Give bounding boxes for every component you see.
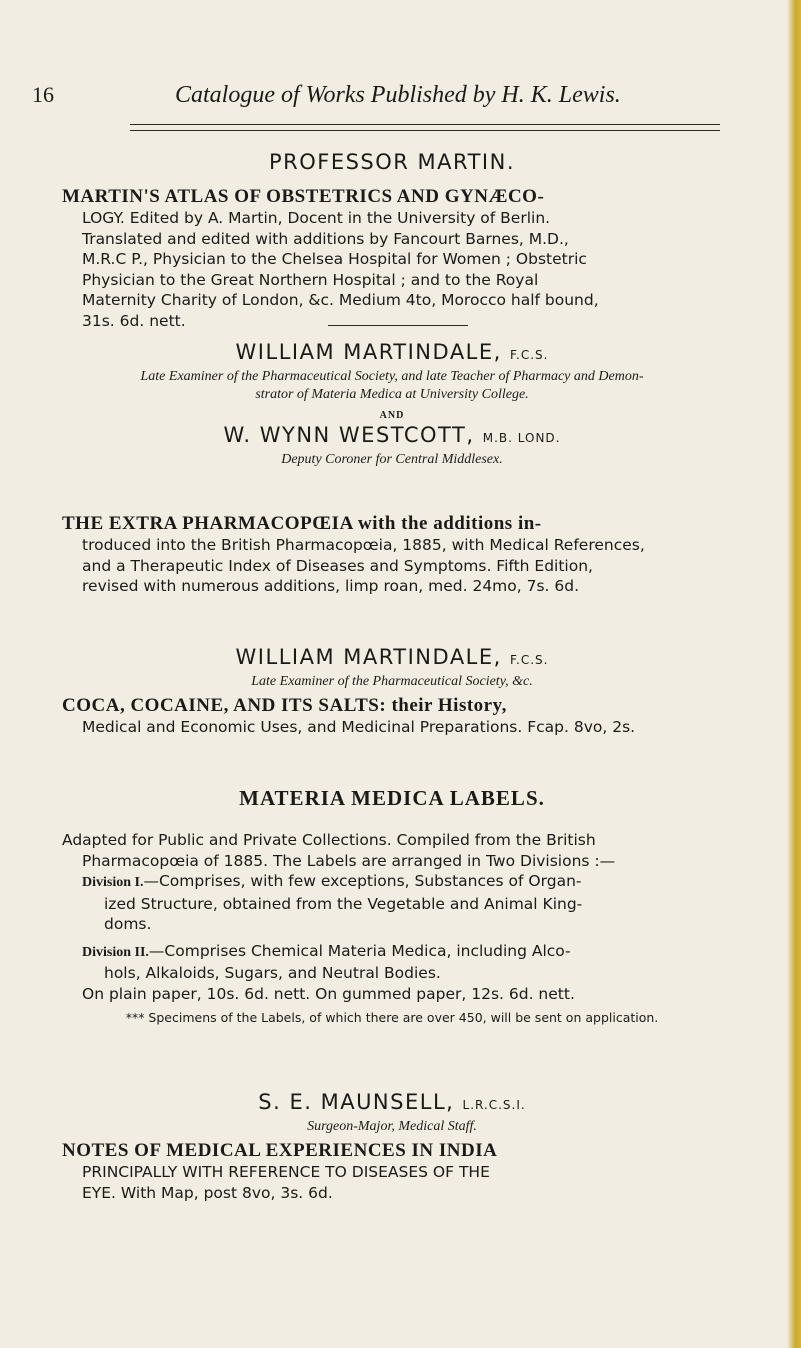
book-description [62,535,722,597]
text-line: ized Structure, obtained from the Vegetable and Animal King- [104,894,583,913]
text-line: LOGY. Edited by A. Martin, Docent in the University of Berlin. [82,209,551,227]
author-note: Surgeon-Major, Medical Staff. [307,1119,477,1134]
text-line: Medical and Economic Uses, and Medicinal Preparations. Fcap. 8vo, 2s. [82,718,636,736]
coauthor-note: Deputy Coroner for Central Middlesex. [281,452,503,467]
author-name [62,340,722,364]
labels-description [62,830,722,1004]
text-line: EYE. With Map, post 8vo, 3s. 6d. [82,1183,333,1202]
author-name: PROFESSOR MARTIN. [268,150,516,174]
book-description [62,208,722,331]
running-title: Catalogue of Works Published by H. K. Lewis. [175,82,621,108]
text-line: Maternity Charity of London, &c. Medium 4to, Morocco half bound, [82,291,599,309]
text-line: hols, Alkaloids, Sugars, and Neutral Bodies. [104,964,441,982]
author-name [62,645,722,669]
author-note: Late Examiner of the Pharmaceutical Society, &c. [251,674,533,689]
entry-coca [62,645,722,691]
text-line: doms. [104,915,152,933]
entry-coca-body [62,695,722,738]
book-title: COCA, COCAINE, AND ITS SALTS: their History, [62,695,507,716]
section-heading: MATERIA MEDICA LABELS. [239,786,545,810]
entry-extra-pharmacopoeia [62,340,722,469]
entry-materia-medica-body [62,830,722,1025]
author-name-text: WILLIAM MARTINDALE, [235,645,502,669]
text-line: Translated and edited with additions by Fancourt Barnes, M.D., [82,229,569,248]
entry-maunsell-body [62,1140,722,1203]
text-line: PRINCIPALLY WITH REFERENCE TO DISEASES OF THE [82,1163,490,1181]
text-line: and a Therapeutic Index of Diseases and Symptoms. Fifth Edition, [82,556,593,575]
division-one-label: Division I. [82,875,144,890]
entry-maunsell [62,1090,722,1136]
author-name-text: WILLIAM MARTINDALE, [235,340,502,364]
specimens-note: *** Specimens of the Labels, of which there are over 450, will be sent on application. [125,1010,659,1025]
entry-materia-medica [62,786,722,811]
entry-extra-pharmacopoeia-body [62,513,722,597]
text-line: Pharmacopœia of 1885. The Labels are arranged in Two Divisions :— [82,851,616,870]
author-name-text: S. E. MAUNSELL, [258,1090,455,1114]
note-line: Late Examiner of the Pharmaceutical Society, and late Teacher of Pharmacy and Demon- [140,369,644,384]
division-two [62,941,722,964]
text-line: revised with numerous additions, limp roan, med. 24mo, 7s. 6d. [82,577,580,595]
section-divider [328,325,468,326]
author-note [62,368,722,404]
text-line: Adapted for Public and Private Collections. Compiled from the British [62,831,596,849]
entry-martin-body [62,186,722,331]
coauthor-credentials: M.B. LOND. [482,431,561,445]
text-line: Physician to the Great Northern Hospital ; and to the Royal [82,270,539,289]
page-number: 16 [32,82,54,107]
coauthor-name [62,423,722,447]
author-name [62,1090,722,1114]
author-credentials: F.C.S. [510,653,549,667]
header-rule [130,124,720,131]
author-credentials: F.C.S. [510,348,549,362]
book-title: MARTIN'S ATLAS OF OBSTETRICS AND GYNÆCO- [62,186,545,207]
book-title: THE EXTRA PHARMACOPŒIA with the additions in- [62,513,542,534]
division-one [62,871,722,894]
page-edge [787,0,801,1348]
division-two-label: Division II. [82,944,149,960]
author-credentials: L.R.C.S.I. [462,1098,526,1112]
text-line: 31s. 6d. nett. [82,311,186,330]
and-word: AND [379,410,405,421]
entry-martin [62,150,722,174]
text-line: —Comprises, with few exceptions, Substances of Organ- [143,872,582,890]
text-line: troduced into the British Pharmacopœia, 1885, with Medical References, [82,536,645,554]
text-line: —Comprises Chemical Materia Medica, including Alco- [148,941,571,960]
text-line: M.R.C P., Physician to the Chelsea Hospital for Women ; Obstetric [82,250,587,268]
coauthor-name-text: W. WYNN WESTCOTT, [223,423,475,447]
book-description [62,1162,722,1203]
book-title: NOTES OF MEDICAL EXPERIENCES IN INDIA [62,1140,498,1161]
price-line: On plain paper, 10s. 6d. nett. On gummed paper, 12s. 6d. nett. [82,984,575,1003]
note-line: strator of Materia Medica at University College. [255,387,529,402]
page-header [30,82,730,116]
book-description [62,717,722,738]
